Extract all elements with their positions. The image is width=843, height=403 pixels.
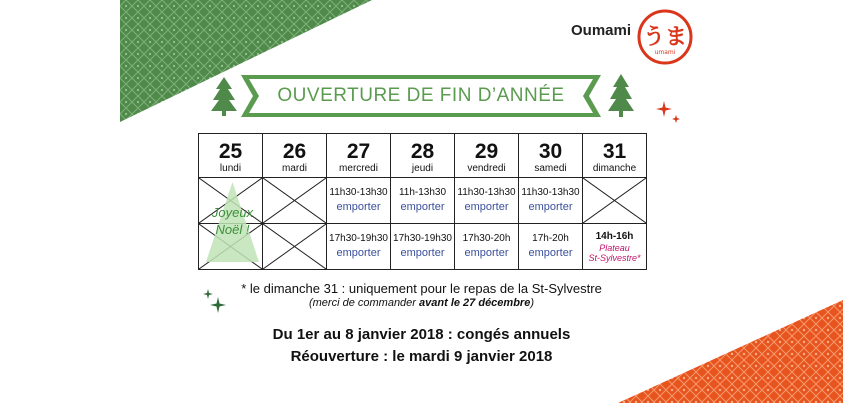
service-type: emporter bbox=[464, 247, 509, 259]
table-row-lunch bbox=[199, 178, 647, 224]
hours-cell bbox=[519, 178, 583, 224]
day-name: mercredi bbox=[339, 162, 378, 174]
order-deadline: avant le 27 décembre bbox=[419, 297, 531, 309]
noel-line1: Joyeux bbox=[211, 205, 254, 220]
day-header bbox=[327, 134, 391, 178]
sunday-cell bbox=[583, 224, 647, 270]
plateau-label: Plateau bbox=[599, 243, 630, 253]
day-number: 28 bbox=[410, 139, 435, 163]
day-number: 27 bbox=[346, 139, 371, 163]
brand-name: Oumami bbox=[571, 22, 632, 39]
hours-text: 11h30-13h30 bbox=[457, 187, 516, 198]
service-type: emporter bbox=[400, 201, 445, 213]
service-type: emporter bbox=[528, 247, 573, 259]
pine-tree-icon bbox=[606, 72, 636, 118]
day-number: 29 bbox=[474, 139, 499, 163]
hours-cell bbox=[455, 224, 519, 270]
hours-text: 17h-20h bbox=[532, 233, 569, 244]
opening-hours-table bbox=[198, 133, 647, 270]
day-header bbox=[519, 134, 583, 178]
day-name: mardi bbox=[281, 162, 307, 174]
day-header bbox=[455, 134, 519, 178]
day-header bbox=[263, 134, 327, 178]
sunday-note: * le dimanche 31 : uniquement pour le repas de la St-Sylvestre bbox=[241, 281, 602, 296]
day-name: dimanche bbox=[592, 162, 637, 174]
order-note: (merci de commander avant le 27 décembre) bbox=[308, 297, 534, 309]
hours-text: 17h30-19h30 bbox=[329, 233, 388, 244]
service-type: emporter bbox=[464, 201, 509, 213]
day-number: 30 bbox=[538, 139, 563, 163]
hours-text: 11h-13h30 bbox=[398, 187, 447, 198]
table-header-row bbox=[199, 134, 647, 178]
hours-cell bbox=[327, 224, 391, 270]
cross-mark bbox=[263, 178, 326, 223]
day-header bbox=[583, 134, 647, 178]
hours-cell bbox=[455, 178, 519, 224]
noel-line2: Noël ! bbox=[215, 222, 250, 237]
table-row-dinner bbox=[199, 224, 647, 270]
umami-logo-icon bbox=[636, 8, 694, 66]
day-name: jeudi bbox=[411, 162, 434, 174]
closed-cell bbox=[263, 178, 327, 224]
closed-cell bbox=[583, 178, 647, 224]
hours-cell bbox=[391, 178, 455, 224]
day-name: samedi bbox=[534, 162, 567, 174]
day-number: 25 bbox=[218, 139, 243, 163]
hours-text: 11h30-13h30 bbox=[329, 187, 388, 198]
annual-leave-text: Du 1er au 8 janvier 2018 : congés annuels bbox=[272, 326, 571, 343]
service-type: emporter bbox=[400, 247, 445, 259]
reopening-text: Réouverture : le mardi 9 janvier 2018 bbox=[290, 348, 553, 365]
hours-text: 17h30-19h30 bbox=[393, 233, 452, 244]
hours-cell bbox=[519, 224, 583, 270]
closed-cell bbox=[263, 224, 327, 270]
logo-small-text: umami bbox=[654, 49, 676, 56]
service-type: emporter bbox=[336, 201, 381, 213]
joyeux-noel-text bbox=[201, 204, 264, 238]
hours-cell bbox=[327, 178, 391, 224]
hours-text: 14h-16h bbox=[595, 231, 634, 242]
logo-script: うま bbox=[642, 25, 688, 50]
banner-title: OUVERTURE DE FIN D’ANNÉE bbox=[277, 85, 565, 106]
plateau-label: St-Sylvestre* bbox=[588, 253, 641, 263]
hours-cell bbox=[391, 224, 455, 270]
sparkle-icon bbox=[656, 101, 682, 125]
hours-text: 11h30-13h30 bbox=[521, 187, 580, 198]
service-type: emporter bbox=[336, 247, 381, 259]
day-number: 31 bbox=[602, 139, 627, 163]
hours-text: 17h30-20h bbox=[462, 233, 511, 244]
service-type: emporter bbox=[528, 201, 573, 213]
day-name: vendredi bbox=[467, 162, 506, 174]
pine-tree-icon bbox=[210, 75, 238, 117]
title-banner bbox=[241, 75, 601, 117]
cross-mark bbox=[263, 224, 326, 269]
cross-mark bbox=[583, 178, 646, 223]
day-name: lundi bbox=[219, 162, 242, 174]
day-number: 26 bbox=[282, 139, 307, 163]
day-header bbox=[199, 134, 263, 178]
day-header bbox=[391, 134, 455, 178]
